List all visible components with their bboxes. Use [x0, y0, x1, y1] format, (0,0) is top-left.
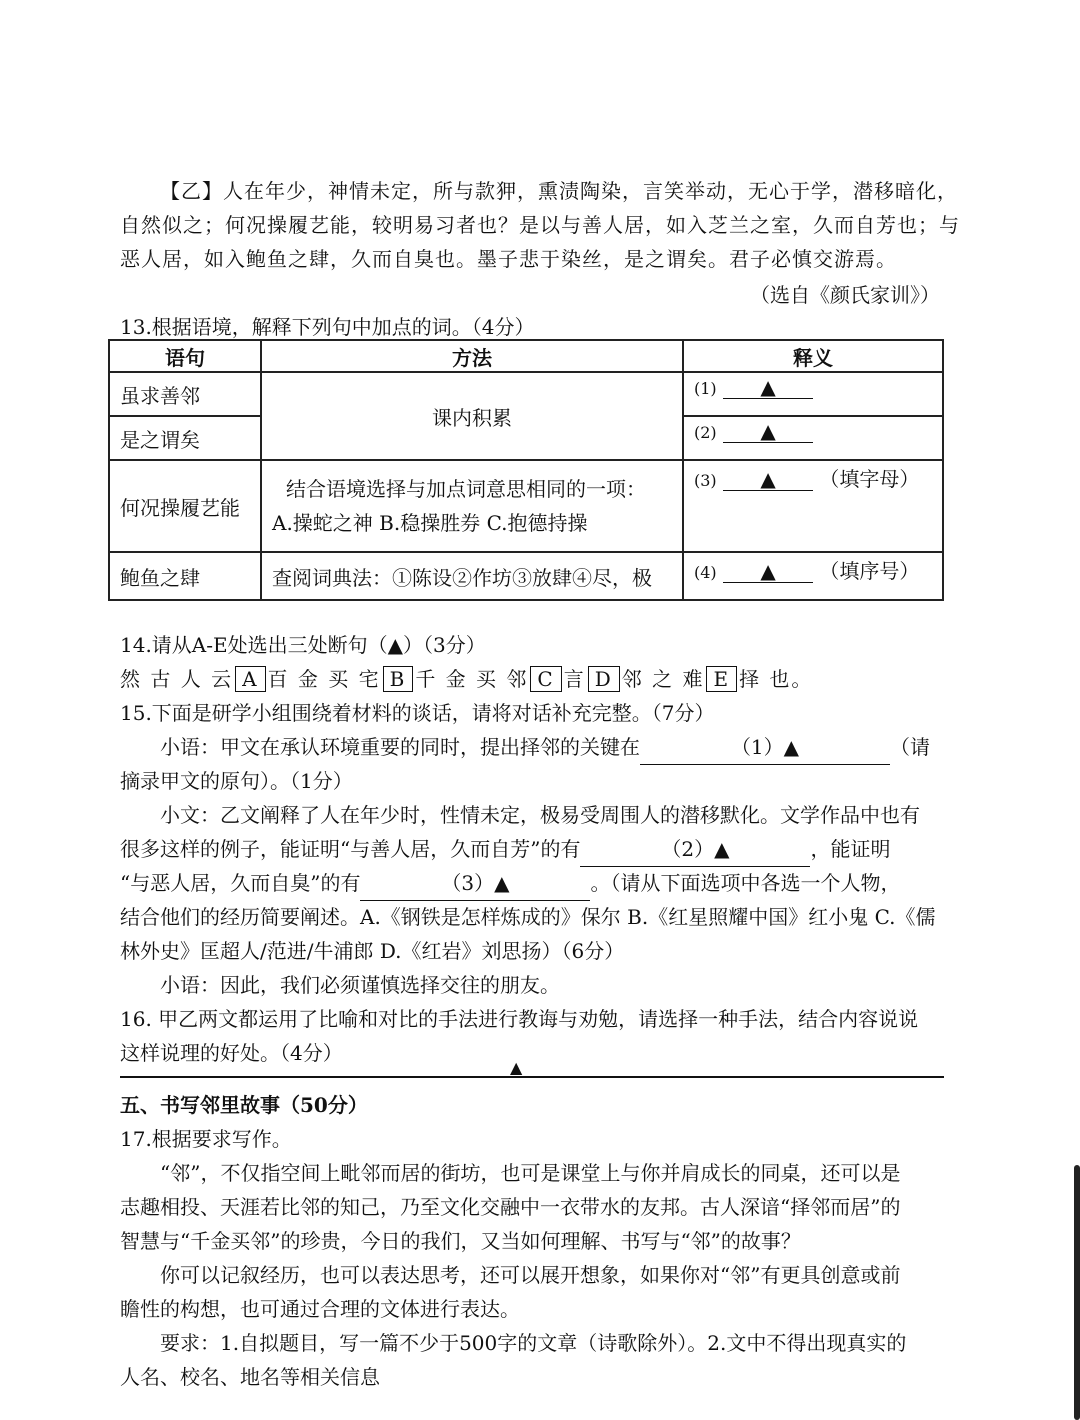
table-header-sentence: 语句 — [109, 340, 261, 372]
row2-answer[interactable] — [683, 416, 943, 460]
q17-para-3: 智慧与“千金买邻”的珍贵，今日的我们，又当如何理解、书写与“邻”的故事？ — [120, 1229, 801, 1253]
answer-1-label: (1) — [694, 379, 717, 398]
q13-table — [108, 339, 944, 601]
row12-method: 课内积累 — [261, 372, 683, 460]
q17-para-2: 志趣相投、天涯若比邻的知己，乃至文化交融中一衣带水的友邦。古人深谙“择邻而居”的 — [120, 1195, 901, 1219]
q17-title: 17.根据要求写作。 — [120, 1127, 292, 1151]
break-box-b[interactable]: B — [383, 666, 414, 692]
row2-sentence: 是之谓矣 — [109, 416, 261, 460]
row4-method: 查阅词典法：①陈设②作坊③放肆④尽，极 — [261, 552, 683, 600]
passage-line-2: 自然似之；何况操履艺能，较明易习者也？是以与善人居，如入芝兰之室，久而自芳也；与 — [120, 213, 960, 237]
row1-sentence: 虽求善邻 — [109, 372, 261, 416]
row3-method-prompt: 结合语境选择与加点词意思相同的一项： — [286, 477, 646, 501]
break-box-d[interactable]: D — [588, 666, 620, 692]
q15-line-5 — [120, 866, 960, 901]
row3-answer[interactable] — [683, 460, 943, 552]
row3-method — [261, 460, 683, 552]
q17-para-1: “邻”，不仅指空间上毗邻而居的街坊，也可是课堂上与你并肩成长的同桌，还可以是 — [160, 1161, 901, 1185]
q17-para-4: 你可以记叙经历，也可以表达思考，还可以展开想象，如果你对“邻”有更具创意或前 — [160, 1263, 901, 1287]
q15-line-1b: （请 — [890, 735, 930, 759]
row4-sentence: 鲍鱼之肆 — [109, 552, 261, 600]
q13-title: 13.根据语境，解释下列句中加点的词。（4分） — [120, 315, 535, 339]
q15-line-5a: “与恶人居，久而自臭”的有 — [120, 871, 361, 895]
scrollbar-thumb[interactable] — [1074, 1165, 1080, 1420]
q15-line-2: 摘录甲文的原句）。（1分） — [120, 769, 353, 793]
q17-para-7: 人名、校名、地名等相关信息 — [120, 1365, 380, 1389]
row3-sentence: 何况操履艺能 — [109, 460, 261, 552]
q15-blank-3[interactable]: （3）▲ — [360, 866, 590, 901]
q14-seg-6: 择 也。 — [739, 667, 814, 691]
section-5-heading: 五、书写邻里故事（50分） — [120, 1093, 368, 1117]
passage-source: （选自《颜氏家训》） — [750, 283, 940, 307]
table-header-meaning: 释义 — [683, 340, 943, 372]
row1-answer[interactable] — [683, 372, 943, 416]
q14-sentence — [120, 662, 960, 696]
answer-2-label: (2) — [694, 423, 717, 442]
q14-seg-4: 言 — [563, 667, 586, 691]
q15-line-1 — [120, 730, 960, 765]
q15-line-3: 小文：乙文阐释了人在年少时，性情未定，极易受周围人的潜移默化。文学作品中也有 — [160, 803, 920, 827]
break-box-c[interactable]: C — [530, 666, 561, 692]
q14-title: 14.请从A-E处选出三处断句（▲）（3分） — [120, 633, 486, 657]
answer-3-label: (3) — [694, 471, 717, 490]
answer-1-blank[interactable]: ▲ — [723, 376, 813, 399]
q15-title: 15.下面是研学小组围绕着材料的谈话，请将对话补充完整。（7分） — [120, 701, 715, 725]
break-box-e[interactable]: E — [706, 666, 737, 692]
q15-line-6: 结合他们的经历简要阐述。A.《钢铁是怎样炼成的》保尔 B.《红星照耀中国》红小鬼 C.《儒 — [120, 905, 936, 929]
q15-line-4a: 很多这样的例子，能证明“与善人居，久而自芳”的有 — [120, 837, 581, 861]
answer-4-label: (4) — [694, 563, 717, 582]
q15-line-1a: 小语：甲文在承认环境重要的同时，提出择邻的关键在 — [160, 735, 640, 759]
answer-3-blank[interactable]: ▲ — [723, 468, 813, 491]
q16-line-1: 16. 甲乙两文都运用了比喻和对比的手法进行教诲与劝勉，请选择一种手法，结合内容说说 — [120, 1007, 919, 1031]
passage-line-3: 恶人居，如入鲍鱼之肆，久而自臭也。墨子悲于染丝，是之谓矣。君子必慎交游焉。 — [120, 247, 897, 271]
q16-answer-line[interactable] — [120, 1076, 944, 1078]
q15-blank-2[interactable]: （2）▲ — [580, 832, 810, 867]
q15-line-4 — [120, 832, 960, 867]
q15-blank-1[interactable]: （1）▲ — [640, 730, 890, 765]
q15-line-7: 林外史》匡超人/范进/牛浦郎 D.《红岩》刘思扬）（6分） — [120, 939, 625, 963]
q15-line-4b: ，能证明 — [810, 837, 891, 861]
q15-line-8: 小语：因此，我们必须谨慎选择交往的朋友。 — [160, 973, 560, 997]
answer-4-note: （填序号） — [819, 559, 920, 583]
q14-seg-3: 千 金 买 邻 — [415, 667, 529, 691]
passage-line-1: 【乙】人在年少，神情未定，所与款狎，熏渍陶染，言笑举动，无心于学，潜移暗化， — [160, 179, 958, 203]
q17-para-5: 瞻性的构想，也可通过合理的文体进行表达。 — [120, 1297, 520, 1321]
q14-seg-5: 邻 之 难 — [621, 667, 705, 691]
answer-3-note: （填字母） — [819, 467, 920, 491]
answer-2-blank[interactable]: ▲ — [723, 420, 813, 443]
q15-line-5b: 。（请从下面选项中各选一个人物， — [590, 871, 901, 895]
row3-method-options: A.操蛇之神 B.稳操胜券 C.抱德持操 — [272, 511, 588, 535]
break-box-a[interactable]: A — [235, 666, 265, 692]
q17-para-6: 要求：1.自拟题目，写一篇不少于500字的文章（诗歌除外）。2.文中不得出现真实的 — [160, 1331, 907, 1355]
q16-answer-marker: ▲ — [510, 1058, 523, 1077]
table-header-method: 方法 — [261, 340, 683, 372]
q16-line-2: 这样说理的好处。（4分） — [120, 1041, 343, 1065]
q14-seg-1: 然 古 人 云 — [120, 667, 234, 691]
answer-4-blank[interactable]: ▲ — [723, 560, 813, 583]
q14-seg-2: 百 金 买 宅 — [267, 667, 381, 691]
row4-answer[interactable] — [683, 552, 943, 600]
